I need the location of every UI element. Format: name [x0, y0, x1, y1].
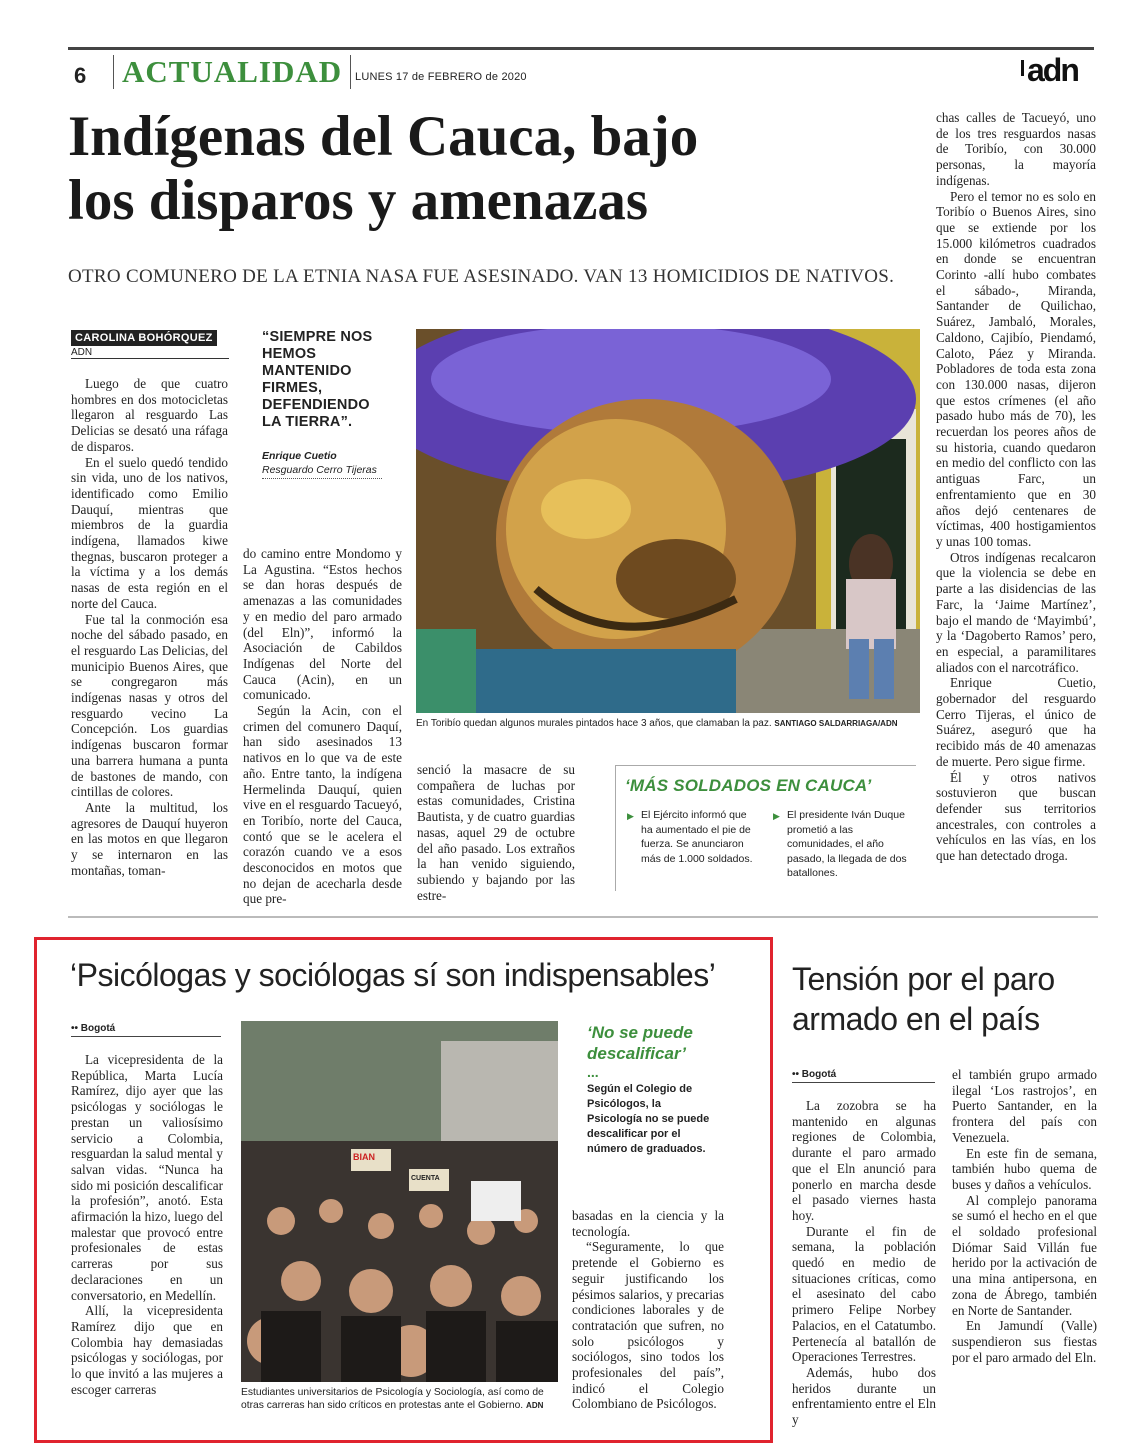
- section-separator: [68, 916, 1098, 918]
- bullet-triangle-icon: ▶: [627, 811, 634, 821]
- byline-org: ADN: [71, 347, 93, 358]
- story3-column-1: [792, 1098, 936, 1428]
- mural-illustration: [416, 329, 920, 713]
- location-name: Bogotá: [801, 1069, 837, 1080]
- main-story-column-4: [936, 110, 1096, 864]
- paragraph: En este fin de semana, también hubo quema de buses y daños a vehículos.: [952, 1145, 1097, 1192]
- page-number: 6: [74, 63, 87, 88]
- paragraph: Luego de que cuatro hombres en dos motocicletas llegaron al resguardo Las Delicias se desató una ráfaga de disparos.: [71, 376, 228, 454]
- publication-date: LUNES 17 de FEBRERO de 2020: [355, 71, 527, 83]
- infobox-title: ‘MÁS SOLDADOS EN CAUCA’: [625, 776, 872, 795]
- story2-column-1: [71, 1052, 223, 1397]
- paragraph: Allí, la vicepresidenta Ramírez dijo que en Colombia hay demasiadas psicólogas y sociólogas, por lo que invitó a las mujeres a escoger carreras: [71, 1303, 223, 1397]
- photo-credit: ADN: [526, 1401, 544, 1410]
- paragraph: Fue tal la conmoción esa noche del sábado pasado, en el resguardo Las Delicias, del municipio Buenos Aires, que se congregaron más indígenas nasas y otros del resguardo vecino La Concepción. Los guardias indígenas buscaron formar una barrera humana a punta de bastones de mando, con cintillas de colores.: [71, 611, 228, 800]
- story2-column-2: [572, 1208, 724, 1412]
- paragraph: Otros indígenas recalcaron que la violencia se debe en parte a las disidencias de las Farc, la ‘Jaime Martínez’, bajo el mando de ‘Mayimbú’, y la ‘Dagoberto Ramos’ pero, en especial, a paramilitares aliados con el narcotráfico.: [936, 549, 1096, 675]
- paragraph: Él y otros nativos sostuvieron que buscan defender sus territorios ancestrales, con controles a vehículos en las vías, en los que han detectado droga.: [936, 769, 1096, 864]
- photo-credit: SANTIAGO SALDARRIAGA/ADN: [774, 719, 898, 728]
- pull-quote-rule: [262, 478, 382, 479]
- section-label: [113, 55, 351, 89]
- paragraph: “Seguramente, lo que pretende el Gobierno es seguir justificando los pésimos salarios, y precarias condiciones laborales y de contratación que sufren, no solo psicólogos y sociólogos, sino todos los profesionales del país”, indicó el Colegio Colombiano de Psicólogos.: [572, 1239, 724, 1412]
- paragraph: chas calles de Tacueyó, uno de los tres resguardos nasas de Toribío, con 30.000 personas, la mayoría indígenas.: [936, 110, 1096, 188]
- sidebar-dots: ...: [587, 1064, 599, 1080]
- section-name: ACTUALIDAD: [122, 54, 343, 89]
- paragraph: basadas en la ciencia y la tecnología.: [572, 1208, 724, 1239]
- header-rule: [68, 47, 1094, 50]
- paragraph: senció la masacre de su compañera de luchas por estas comunidades, Cristina Bautista, y de cuatro guardias nasas, aquel 29 de octubre del año pasado. Los extraños la han venido siguiendo, subiendo y bajando por las estre-: [417, 762, 575, 903]
- story3-column-2: [952, 1067, 1097, 1365]
- paragraph: Además, hubo dos heridos durante un enfrentamiento entre el Eln y: [792, 1364, 936, 1428]
- protest-sign: CUENTA: [411, 1175, 440, 1182]
- paragraph: Según la Acin, con el crimen del comunero Daquí, han sido asesinados 13 nativos en lo que va de este año. Entre tanto, la indígena Hermelinda Dauquí, quien vive en el resguardo Tacueyó, en Toribío, norte del Cauca, contó que se le acelera el corazón cuando ve a esos desconocidos en motos que no dejan de acecharla desde que pre-: [243, 703, 402, 907]
- paragraph: En Jamundí (Valle) suspendieron sus fiestas por el paro armado del Eln.: [952, 1318, 1097, 1365]
- main-story-column-1: [71, 376, 228, 879]
- pull-quote: “SIEMPRE NOS HEMOS MANTENIDO FIRMES, DEFENDIENDO LA TIERRA”.: [262, 329, 373, 430]
- paragraph: En el suelo quedó tendido sin vida, uno de los nativos, identificado como Emilio Dauquí, mientras que miembros de la guardia indígena, llamados kiwe thegnas, buscaron proteger a la víctima y a los demás nasas de esta región en el norte del Cauca.: [71, 454, 228, 611]
- paragraph: Durante el fin de semana, la población quedó en medio de situaciones críticas, como el asesinato del cabo primero Felipe Norbey Palacios, en el Catatumbo. Pertenecía al batallón de Operaciones Terrestres.: [792, 1223, 936, 1365]
- story2-sidebar-title: ‘No se puede descalificar’: [587, 1023, 693, 1063]
- infobox-item: El presidente Iván Duque prometió a las comunidades, el año pasado, la llegada de dos batallones.: [787, 809, 907, 879]
- byline-rule: [71, 358, 229, 359]
- location-rule: [792, 1082, 935, 1083]
- paragraph: do camino entre Mondomo y La Agustina. “Estos hechos se dan horas después de amenazas a las comunidades y en medio del paro armado (del Eln)”, informó la Asociación de Cabildos Indígenas del Norte del Cauca (Acin), en un comunicado.: [243, 546, 402, 703]
- caption-text: En Toribío quedan algunos murales pintados hace 3 años, que clamaban la paz.: [416, 718, 772, 729]
- main-subhead: OTRO COMUNERO DE LA ETNIA NASA FUE ASESINADO. VAN 13 HOMICIDIOS DE NATIVOS.: [68, 266, 895, 287]
- location-name: Bogotá: [80, 1023, 116, 1034]
- paragraph: La vicepresidenta de la República, Marta Lucía Ramírez, dijo ayer que las psicólogas y sociólogas le prestan un valiosísimo servicio a Colombia, resguardan la salud mental y salvan vidas. “Nunca ha sido mi posición descalificar la profesión”, anotó. Esta afirmación la hizo, luego del malestar que provocó entre profesionales de estas carreras por sus declaraciones en un conversatorio, en Medellín.: [71, 1052, 223, 1303]
- main-headline: [68, 105, 908, 233]
- location-tag: •• Bogotá: [71, 1023, 116, 1034]
- caption-text: Estudiantes universitarios de Psicología y Sociología, así como de otras carreras han sido críticos en protestas ante el Gobierno.: [241, 1387, 544, 1411]
- location-rule: [71, 1036, 221, 1037]
- story3-headline: Tensión por el paro armado en el país: [792, 961, 1055, 1037]
- infobox-item: El Ejército informó que ha aumentado el pie de fuerza. Se anunciaron más de 1.000 soldados.: [641, 809, 753, 865]
- photo-caption: [416, 718, 926, 729]
- paragraph: el también grupo armado ilegal ‘Los rastrojos’, en Puerto Santander, en la frontera del país con Venezuela.: [952, 1067, 1097, 1145]
- paragraph: La zozobra se ha mantenido en algunas regiones de Colombia, durante el paro armado que el Eln anunció para ponerlo en marcha desde el pasado viernes hasta hoy.: [792, 1098, 936, 1223]
- headline-line: los disparos y amenazas: [68, 169, 649, 232]
- main-story-column-2: [243, 546, 402, 907]
- location-tag: •• Bogotá: [792, 1069, 837, 1080]
- paragraph: Enrique Cuetio, gobernador del resguardo Cerro Tijeras, el único de Suárez, aseguró que ha recibido más de 40 amenazas de muerte. Pero sigue firme.: [936, 675, 1096, 769]
- main-story-column-3: [417, 762, 575, 903]
- headline-line: Indígenas del Cauca, bajo: [68, 105, 699, 168]
- paragraph: Al complejo panorama se sumó el hecho en el que el soldado profesional Diómar Said Villán fue herido por la activación de una mina antipersona, en zona de Ábrego, también en Norte de Santander.: [952, 1192, 1097, 1318]
- story2-sidebar-text: Según el Colegio de Psicólogos, la Psicología no se puede descalificar por el número de graduados.: [587, 1083, 710, 1155]
- logo-mark: [1021, 60, 1024, 76]
- protest-photo: [241, 1021, 558, 1382]
- adn-logo: adn: [1027, 52, 1078, 88]
- bullet-triangle-icon: ▶: [773, 811, 780, 821]
- story2-headline: ‘Psicólogas y sociólogas sí son indispensables’: [70, 957, 716, 993]
- protest-sign: BIAN: [353, 1152, 375, 1162]
- byline-author: CAROLINA BOHÓRQUEZ: [71, 330, 217, 346]
- story2-photo-caption: [241, 1386, 561, 1412]
- pull-quote-author: Enrique Cuetio: [262, 450, 337, 462]
- paragraph: Ante la multitud, los agresores de Dauquí huyeron en las motos en que llegaron y se internaron en las montañas, toman-: [71, 799, 228, 878]
- mural-photo: [416, 329, 920, 713]
- protest-illustration: [241, 1021, 558, 1382]
- paragraph: Pero el temor no es solo en Toribío o Buenos Aires, sino que se extiende por los 15.000 kilómetros cuadrados en donde se encuentran Corinto -allí hubo combates el sábado-, Miranda, Santander de Quilichao, Suárez, Jambaló, Morales, Caldono, Cajibío, Piendamó, Caloto, Páez y Miranda. Pobladores de toda esta zona con 130.000 nasas, dijeron que estos crímenes (el año pasado hubo más de 70), les recuerdan los peores años de su historia, cuando quedaron en medio del conflicto con las antiguas Farc, un enfrentamiento que en 30 años dejó centenares de víctimas, 400 hostigamientos y unas 100 tomas.: [936, 188, 1096, 549]
- pull-quote-role: Resguardo Cerro Tijeras: [262, 464, 377, 476]
